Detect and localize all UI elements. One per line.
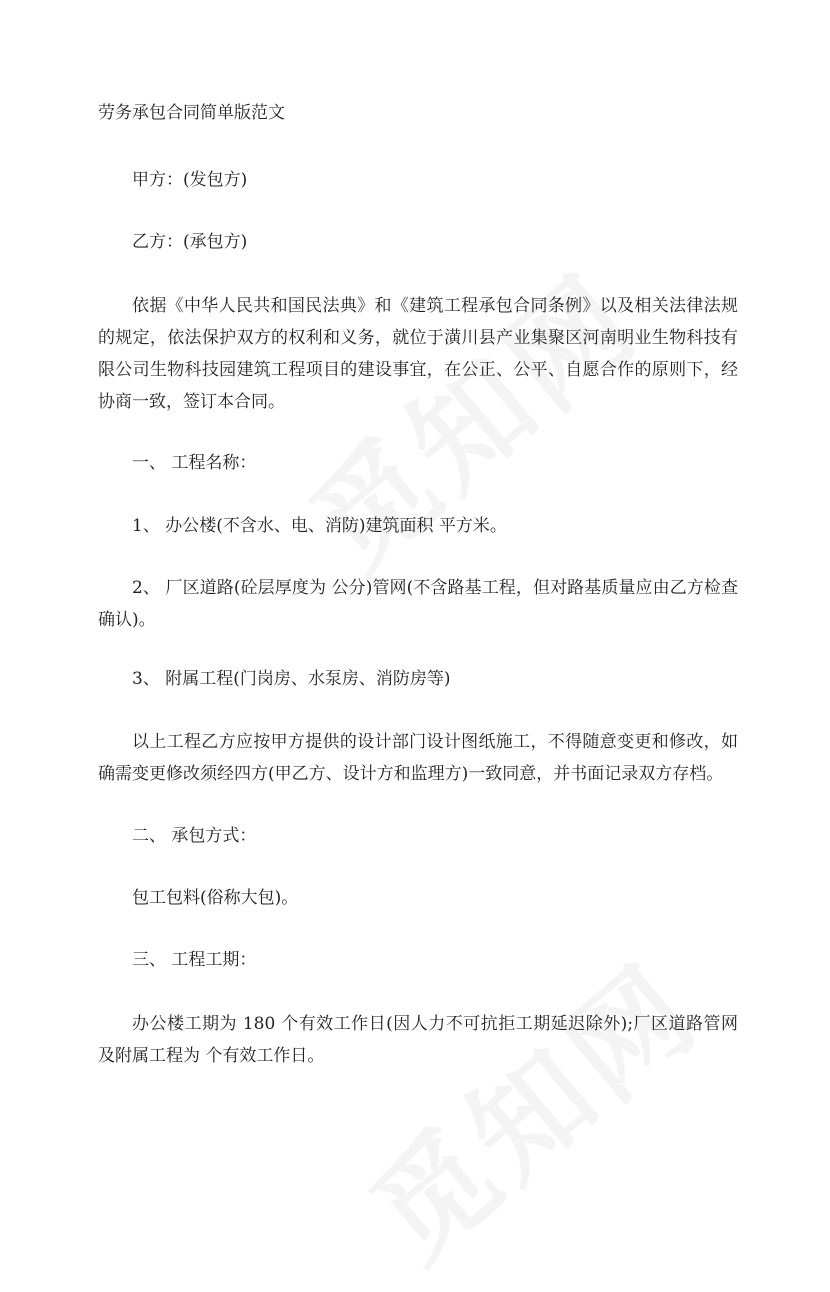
document-title: 劳务承包合同简单版范文 bbox=[98, 103, 285, 123]
schedule-paragraph: 办公楼工期为 180 个有效工作日(因人力不可抗拒工期延迟除外);厂区道路管网及附属工程为 个有效工作日。 bbox=[98, 1014, 738, 1066]
party-a-line: 甲方：(发包方) bbox=[132, 170, 248, 190]
item-1: 1、 办公楼(不含水、电、消防)建筑面积 平方米。 bbox=[132, 516, 507, 536]
construction-note: 以上工程乙方应按甲方提供的设计部门设计图纸施工，不得随意变更和修改，如确需变更修改须经四方(甲乙方、设计方和监理方)一致同意，并书面记录双方存档。 bbox=[98, 732, 738, 784]
contract-mode: 包工包料(俗称大包)。 bbox=[132, 888, 299, 908]
party-b-line: 乙方：(承包方) bbox=[132, 232, 248, 252]
item-3: 3、 附属工程(门岗房、水泵房、消防房等) bbox=[132, 669, 451, 689]
item-2: 2、 厂区道路(砼层厚度为 公分)管网(不含路基工程，但对路基质量应由乙方检查确认)。 bbox=[98, 578, 738, 630]
section-1-heading: 一、 工程名称： bbox=[132, 453, 257, 473]
intro-paragraph: 依据《中华人民共和国民法典》和《建筑工程承包合同条例》以及相关法律法规的规定，依法保护双方的权利和义务，就位于潢川县产业集聚区河南明业生物科技有限公司生物科技园建筑工程项目的建设事宜，在公正、公平、自愿合作的原则下，经协商一致，签订本合同。 bbox=[98, 296, 738, 412]
watermark-bottom bbox=[330, 918, 729, 1291]
section-3-heading: 三、 工程工期： bbox=[132, 950, 257, 970]
section-2-heading: 二、 承包方式： bbox=[132, 826, 257, 846]
